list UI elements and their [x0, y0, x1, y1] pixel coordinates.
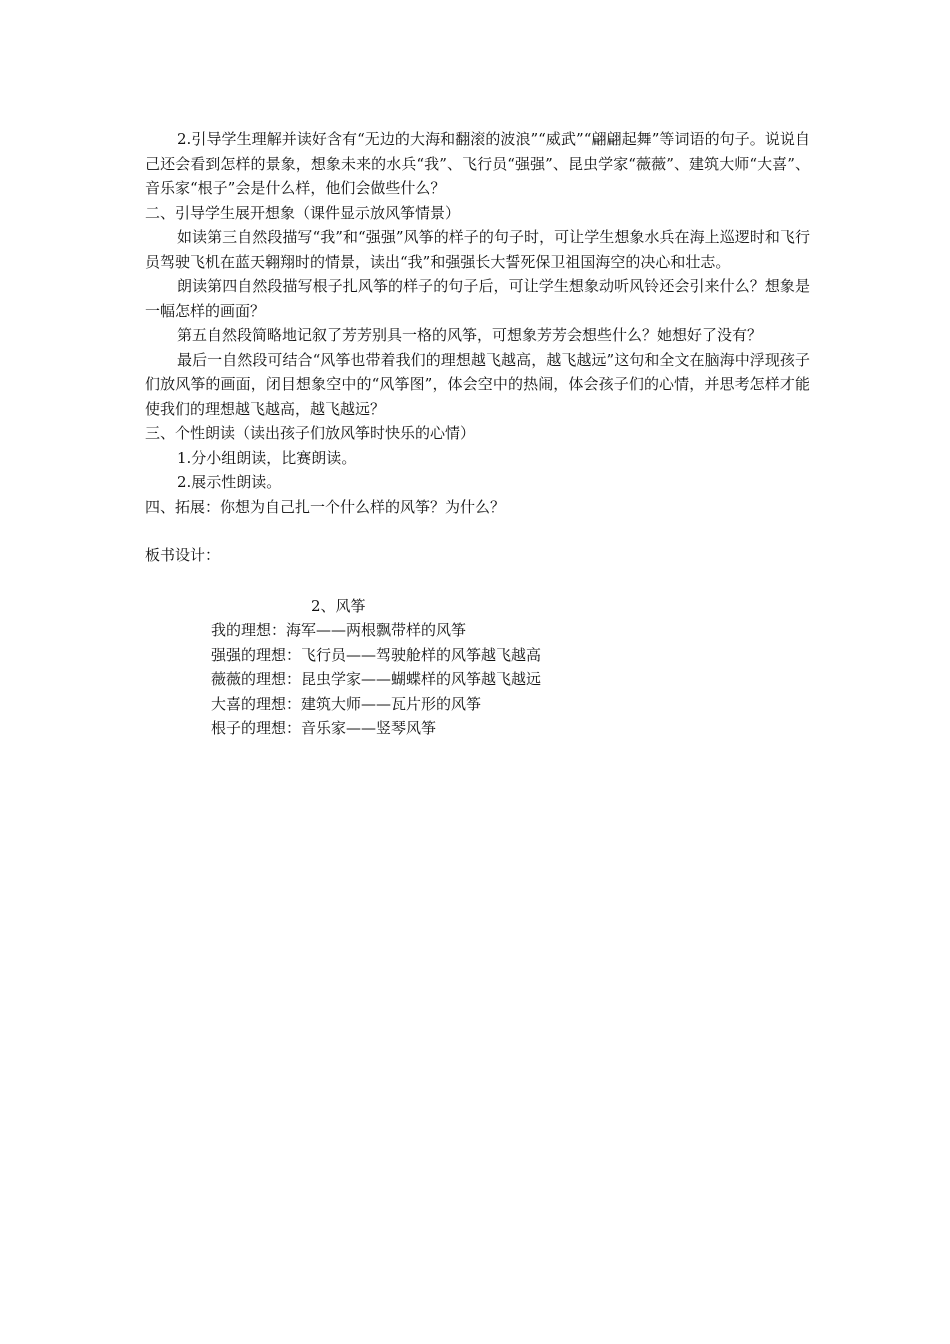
document-body: [145, 127, 810, 741]
paragraph-fifth-section: 第五自然段简略地记叙了芳芳别具一格的风筝，可想象芳芳会想些什么？她想好了没有？: [177, 326, 763, 344]
list-item-group-reading: 1.分小组朗读，比赛朗读。: [177, 448, 357, 467]
board-design-label: 板书设计：: [145, 546, 221, 564]
paragraph-step-2: 2.引导学生理解并读好含有“无边的大海和翻滚的波浪”“威武”“翩翩起舞”等词语的句子。说说自己还会看到怎样的景象，想象未来的水兵“我”、飞行员“强强”、昆虫学家“薇薇”、建筑大师“大喜”、音乐家“根子”会是什么样，他们会做些什么？: [145, 130, 810, 197]
section-heading-extension: 四、拓展：你想为自己扎一个什么样的风筝？为什么？: [145, 497, 506, 516]
list-item-show-reading: 2.展示性朗读。: [177, 473, 282, 491]
spacer: [145, 519, 810, 543]
section-heading-reading: 三、个性朗读（读出孩子们放风筝时快乐的心情）: [145, 424, 476, 442]
paragraph-fourth-section: 朗读第四自然段描写根子扎风筝的样子的句子后，可让学生想象动听风铃还会引来什么？想象是一幅怎样的画面？: [145, 277, 810, 320]
board-line: 根子的理想：音乐家——竖琴风筝: [211, 719, 437, 737]
section-heading-imagination: 二、引导学生展开想象（课件显示放风筝情景）: [145, 203, 461, 222]
board-title: 2、风筝: [311, 596, 366, 615]
board-line: 薇薇的理想：昆虫学家——蝴蝶样的风筝越飞越远: [211, 670, 542, 688]
board-design: [145, 594, 810, 741]
board-line: 我的理想：海军——两根飘带样的风筝: [211, 621, 467, 639]
paragraph-last-section: 最后一自然段可结合“风筝也带着我们的理想越飞越高，越飞越远”这句和全文在脑海中浮现孩子们放风筝的画面，闭目想象空中的“风筝图”，体会空中的热闹，体会孩子们的心情，并思考怎样才能使我们的理想越飞越高，越飞越远？: [145, 350, 810, 418]
board-line: 强强的理想：飞行员——驾驶舱样的风筝越飞越高: [211, 645, 542, 664]
board-line: 大喜的理想：建筑大师——瓦片形的风筝: [211, 694, 482, 713]
paragraph-third-section: 如读第三自然段描写“我”和“强强”风筝的样子的句子时，可让学生想象水兵在海上巡逻时和飞行员驾驶飞机在蓝天翱翔时的情景，读出“我”和强强长大誓死保卫祖国海空的决心和壮志。: [145, 228, 810, 271]
